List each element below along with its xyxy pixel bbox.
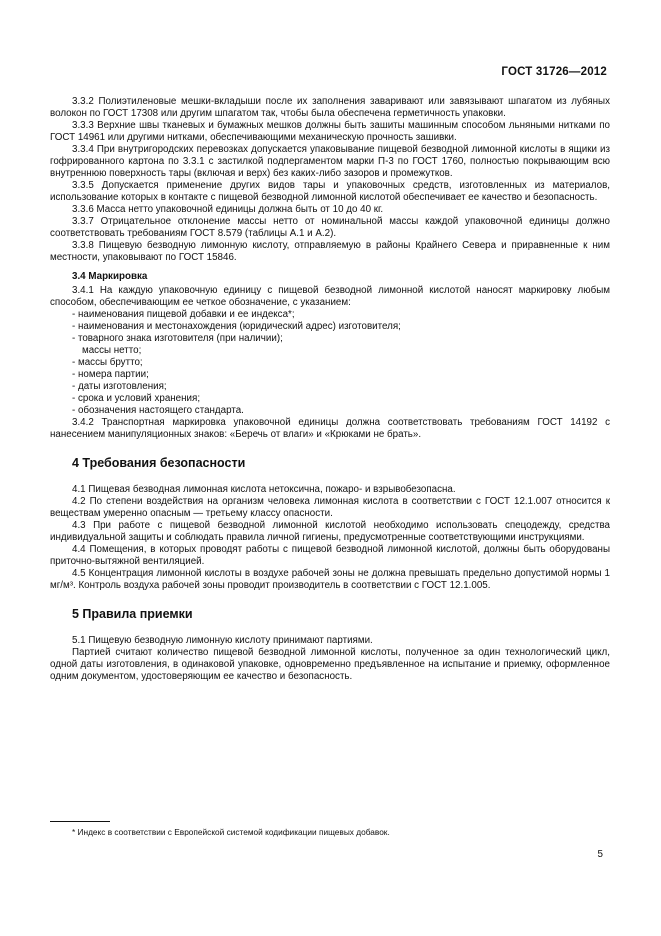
- page-number: 5: [597, 849, 603, 860]
- list-item: - наименования и местонахождения (юридический адрес) изготовителя;: [72, 321, 401, 332]
- footnote: * Индекс в соответствии с Европейской системой кодификации пищевых добавок.: [72, 827, 390, 837]
- footnote-divider: [50, 821, 110, 822]
- clause-4-4: 4.4 Помещения, в которых проводят работы с пищевой безводной лимонной кислотой, должны быть оборудованы приточно-вытяжной вентиляцией.: [50, 544, 610, 567]
- clause-3-4-2: 3.4.2 Транспортная маркировка упаковочной единицы должна соответствовать требованиям ГОСТ 14192 с нанесением манипуляционных знаков: «Беречь от влаги» и «Крюками не брать».: [50, 417, 610, 440]
- list-item: - массы брутто;: [72, 357, 143, 368]
- document-code-header: ГОСТ 31726—2012: [501, 66, 607, 78]
- clause-3-3-5: 3.3.5 Допускается применение других видов тары и упаковочных средств, изготовленных из материалов, использование которых в контакте с пищевой безводной лимонной кислотой обеспечивает ее качество и безопасность.: [50, 180, 610, 203]
- list-item: - срока и условий хранения;: [72, 393, 201, 404]
- section-heading-acceptance: 5 Правила приемки: [72, 607, 193, 621]
- subsection-heading-marking: 3.4 Маркировка: [72, 271, 148, 282]
- clause-3-3-7: 3.3.7 Отрицательное отклонение массы нетто от номинальной массы каждой упаковочной единицы должно соответствовать требованиям ГОСТ 8.579 (таблицы А.1 и А.2).: [50, 216, 610, 239]
- list-item: - даты изготовления;: [72, 381, 167, 392]
- clause-3-3-4: 3.3.4 При внутригородских перевозках допускается упаковывание пищевой безводной лимонной кислоты в ящики из гофрированного картона по 3.3.1 с застилкой подпергаментом марки П-3 по ГОСТ 1760, полностью покрывающим всю внутреннюю поверхность тары (включая и верх) без каких-либо зазоров и промежутков.: [50, 144, 610, 179]
- batch-definition-paragraph: Партией считают количество пищевой безводной лимонной кислоты, полученное за один технологический цикл, одной даты изготовления, в одинаковой упаковке, одновременно предъявленное на испытание и приемку, оформленное одним документом, удостоверяющим ее качество и безопасность.: [50, 647, 610, 682]
- list-item: - наименования пищевой добавки и ее индекса*;: [72, 309, 295, 320]
- list-item: - товарного знака изготовителя (при наличии);: [72, 333, 283, 344]
- clause-3-3-6: 3.3.6 Масса нетто упаковочной единицы должна быть от 10 до 40 кг.: [72, 204, 384, 215]
- clause-5-1: 5.1 Пищевую безводную лимонную кислоту принимают партиями.: [72, 635, 373, 646]
- clause-3-3-2: 3.3.2 Полиэтиленовые мешки-вкладыши после их заполнения заваривают или завязывают шпагатом из лубяных волокон по ГОСТ 17308 или другим шпагатом так, чтобы была обеспечена герметичность упаковки.: [50, 96, 610, 119]
- list-item: - обозначения настоящего стандарта.: [72, 405, 244, 416]
- clause-4-3: 4.3 При работе с пищевой безводной лимонной кислотой необходимо использовать спецодежду, средства индивидуальной защиты и соблюдать правила личной гигиены, предусмотренные соответствующими инструкциями.: [50, 520, 610, 543]
- list-item: массы нетто;: [82, 345, 142, 356]
- list-item: - номера партии;: [72, 369, 149, 380]
- clause-4-2: 4.2 По степени воздействия на организм человека лимонная кислота в соответствии с ГОСТ 12.1.007 относится к веществам умеренно опасным — третьему классу опасности.: [50, 496, 610, 519]
- clause-3-3-8: 3.3.8 Пищевую безводную лимонную кислоту, отправляемую в районы Крайнего Севера и приравненные к ним местности, упаковывают по ГОСТ 15846.: [50, 240, 610, 263]
- section-heading-safety: 4 Требования безопасности: [72, 456, 246, 470]
- clause-3-4-1: 3.4.1 На каждую упаковочную единицу с пищевой безводной лимонной кислотой наносят маркировку любым способом, обеспечивающим ее четкое обозначение, с указанием:: [50, 285, 610, 308]
- clause-4-5: 4.5 Концентрация лимонной кислоты в воздухе рабочей зоны не должна превышать предельно допустимой нормы 1 мг/м³. Контроль воздуха рабочей зоны проводит производитель в соответствии с ГОСТ 12.1.005.: [50, 568, 610, 591]
- clause-4-1: 4.1 Пищевая безводная лимонная кислота нетоксична, пожаро- и взрывобезопасна.: [72, 484, 456, 495]
- document-body: [50, 96, 610, 683]
- clause-3-3-3: 3.3.3 Верхние швы тканевых и бумажных мешков должны быть зашиты машинным способом льняными нитками по ГОСТ 14961 или другими нитками, обеспечивающими механическую прочность зашивки.: [50, 120, 610, 143]
